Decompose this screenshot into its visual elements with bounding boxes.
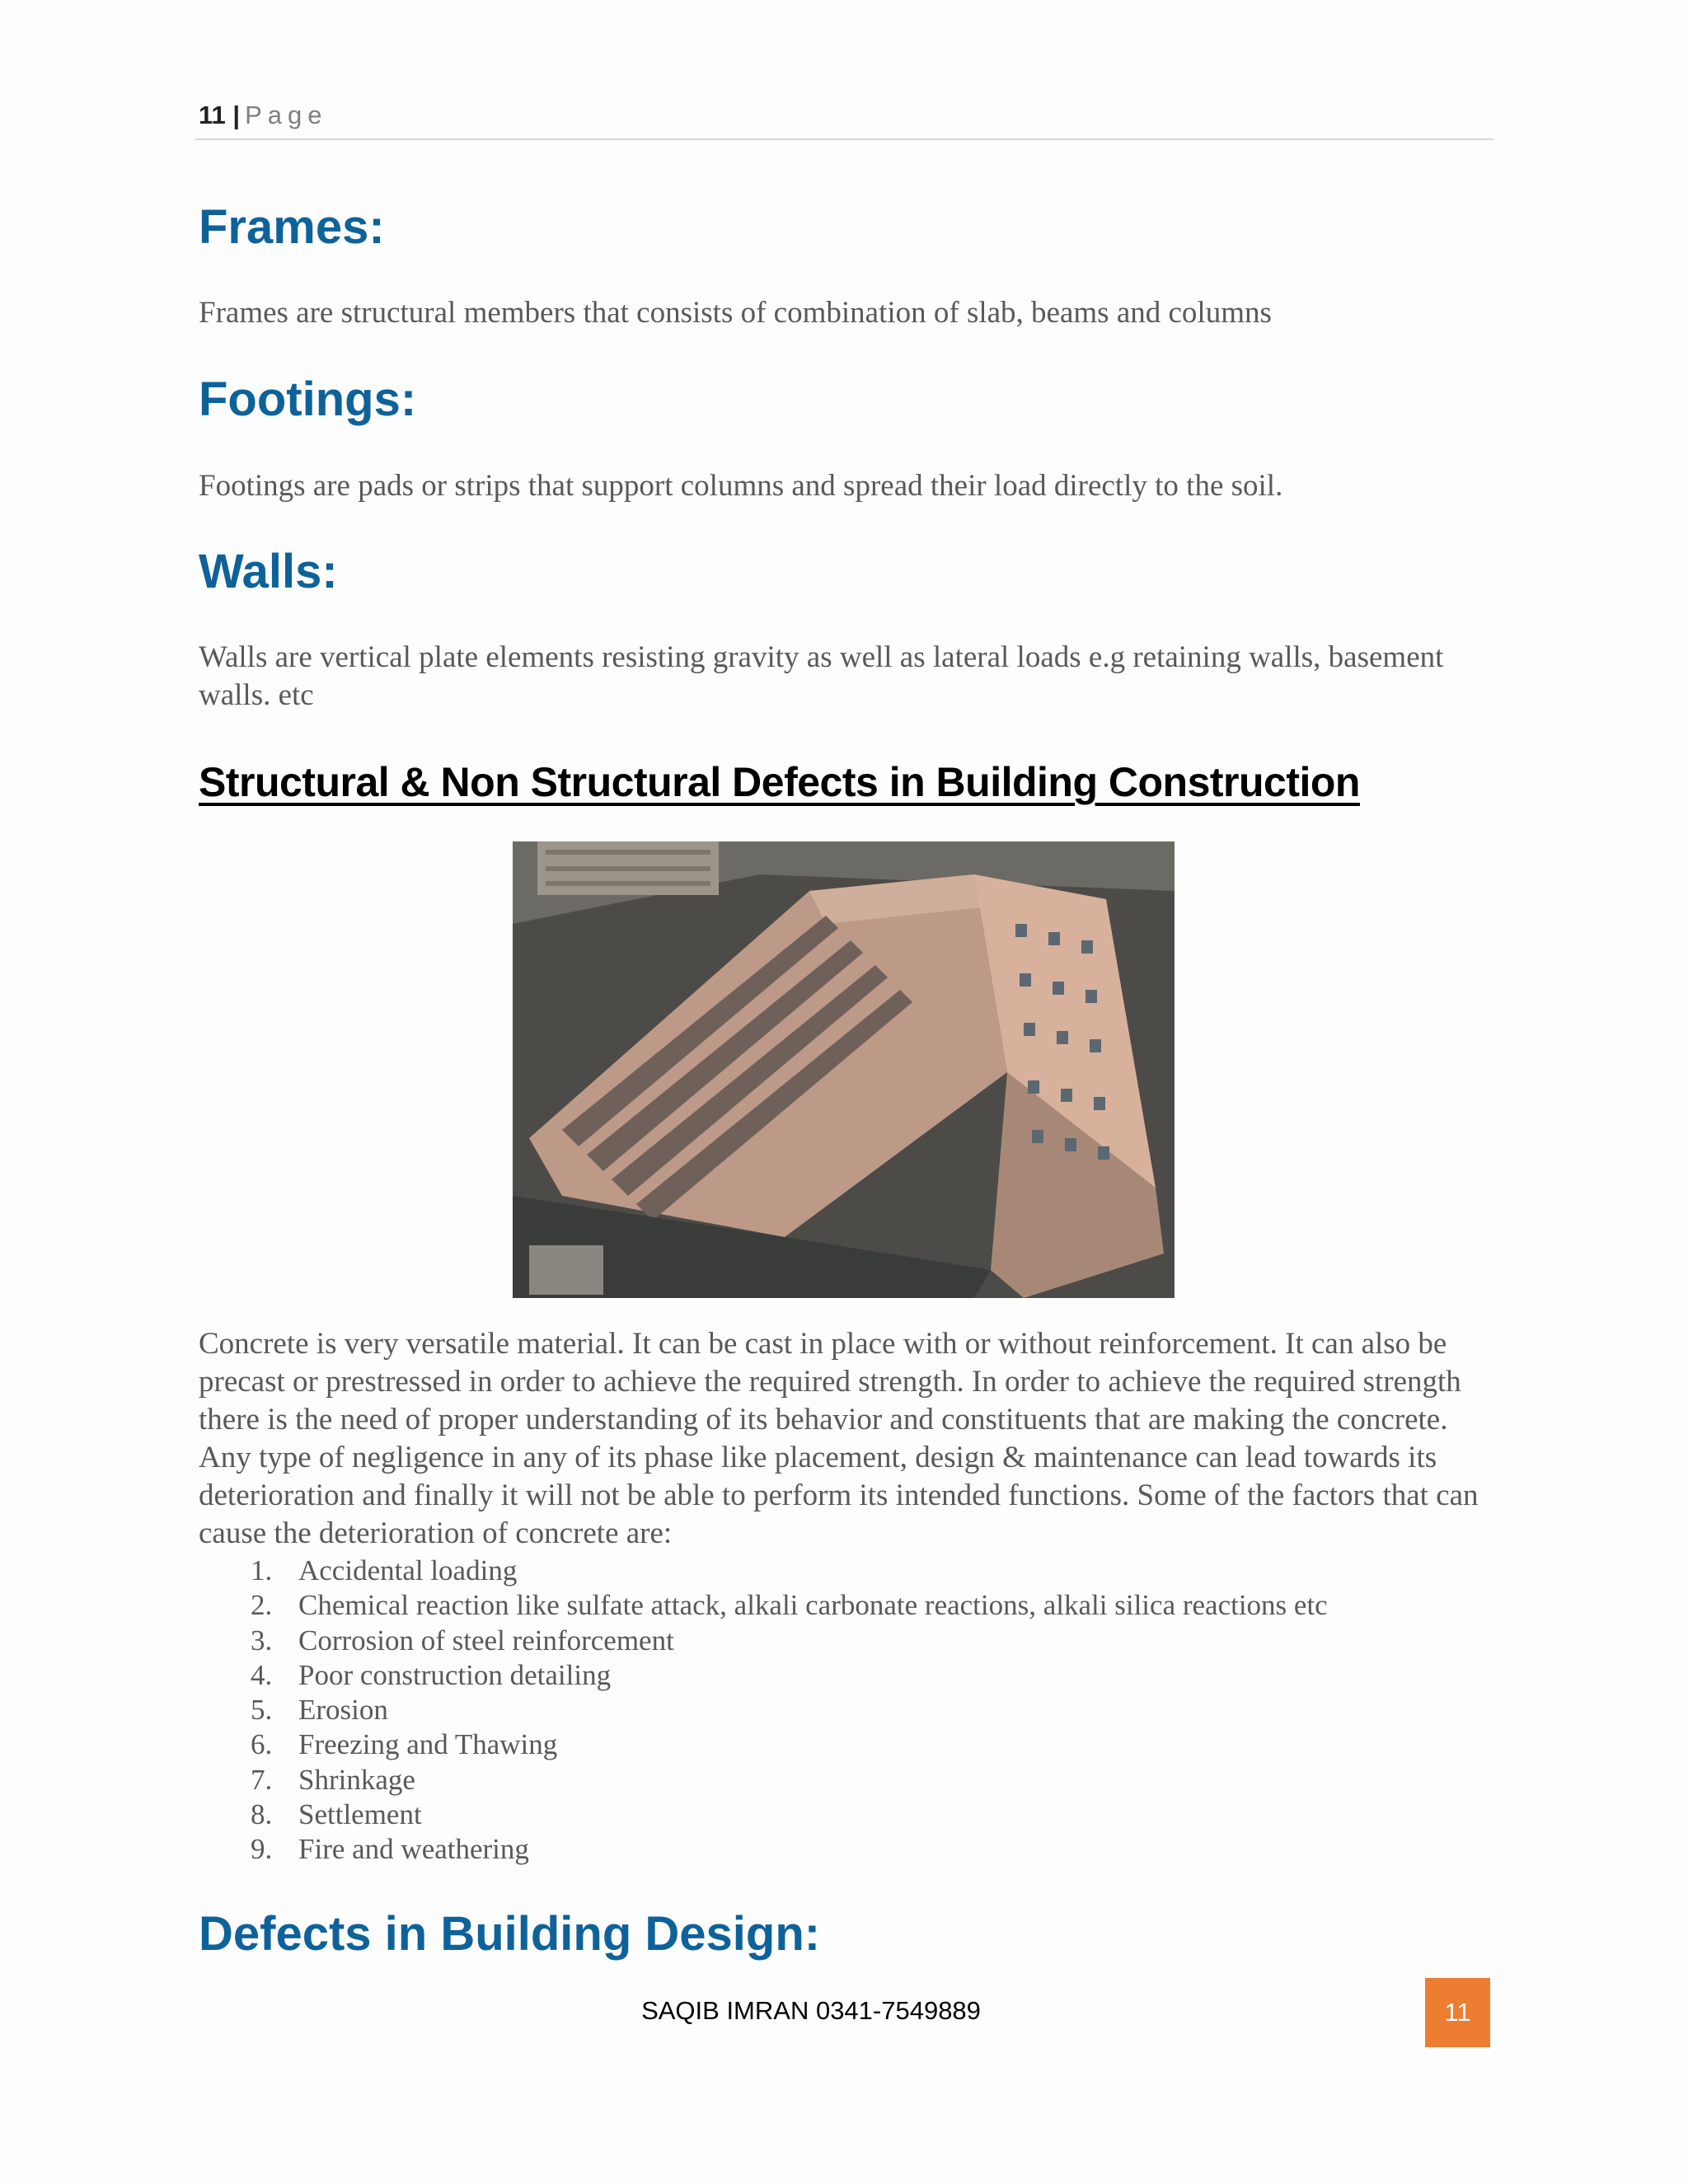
heading-defects-in-design: Defects in Building Design: <box>199 1907 821 1961</box>
list-number: 4. <box>251 1658 273 1691</box>
list-text: Shrinkage <box>298 1763 415 1796</box>
header-page-label: Page <box>245 101 328 129</box>
defects-heading: Structural & Non Structural Defects in Building Construction <box>199 759 1360 805</box>
text-walls: Walls are vertical plate elements resisting gravity as well as lateral loads e.g retaining walls, basement walls. etc <box>199 640 1444 712</box>
list-number: 2. <box>251 1589 273 1622</box>
list-number: 3. <box>251 1624 273 1657</box>
list-number: 7. <box>251 1763 273 1796</box>
page-header <box>199 101 328 130</box>
header-page-number: 11 <box>199 101 226 129</box>
list-text: Erosion <box>298 1694 388 1727</box>
collapsed-building-photo <box>513 841 1175 1298</box>
list-text: Settlement <box>298 1798 422 1831</box>
footer-author: SAQIB IMRAN 0341-7549889 <box>641 1996 981 2025</box>
heading-frames: Frames: <box>199 200 385 254</box>
header-divider <box>195 138 1493 140</box>
list-number: 8. <box>251 1798 273 1831</box>
text-footings: Footings are pads or strips that support columns and spread their load directly to the soil. <box>199 469 1283 503</box>
list-text: Corrosion of steel reinforcement <box>298 1624 674 1657</box>
heading-footings: Footings: <box>199 373 417 426</box>
concrete-paragraph: Concrete is very versatile material. It can be cast in place with or without reinforcement. It can also be precast or prestressed in order to achieve the required strength. In order to achieve the required strength there is the need of proper understanding of its behavior and constituents that are making the concrete. Any type of negligence in any of its phase like placement, design & maintenance can lead towards its deterioration and finally it will not be able to perform its intended functions. Some of the factors that can cause the deterioration of concrete are: <box>199 1327 1479 1550</box>
list-number: 5. <box>251 1694 273 1727</box>
footer-page-number-box: 11 <box>1425 1978 1490 2047</box>
list-number: 6. <box>251 1728 273 1761</box>
list-text: Freezing and Thawing <box>298 1728 558 1761</box>
list-text: Fire and weathering <box>298 1833 529 1866</box>
text-frames: Frames are structural members that consists of combination of slab, beams and columns <box>199 296 1272 330</box>
list-number: 9. <box>251 1833 273 1866</box>
list-text: Poor construction detailing <box>298 1658 612 1691</box>
list-text: Accidental loading <box>298 1554 518 1586</box>
header-separator: | <box>232 101 241 129</box>
list-number: 1. <box>251 1554 273 1586</box>
list-text: Chemical reaction like sulfate attack, alkali carbonate reactions, alkali silica reactions etc <box>298 1589 1328 1622</box>
heading-walls: Walls: <box>199 545 338 598</box>
